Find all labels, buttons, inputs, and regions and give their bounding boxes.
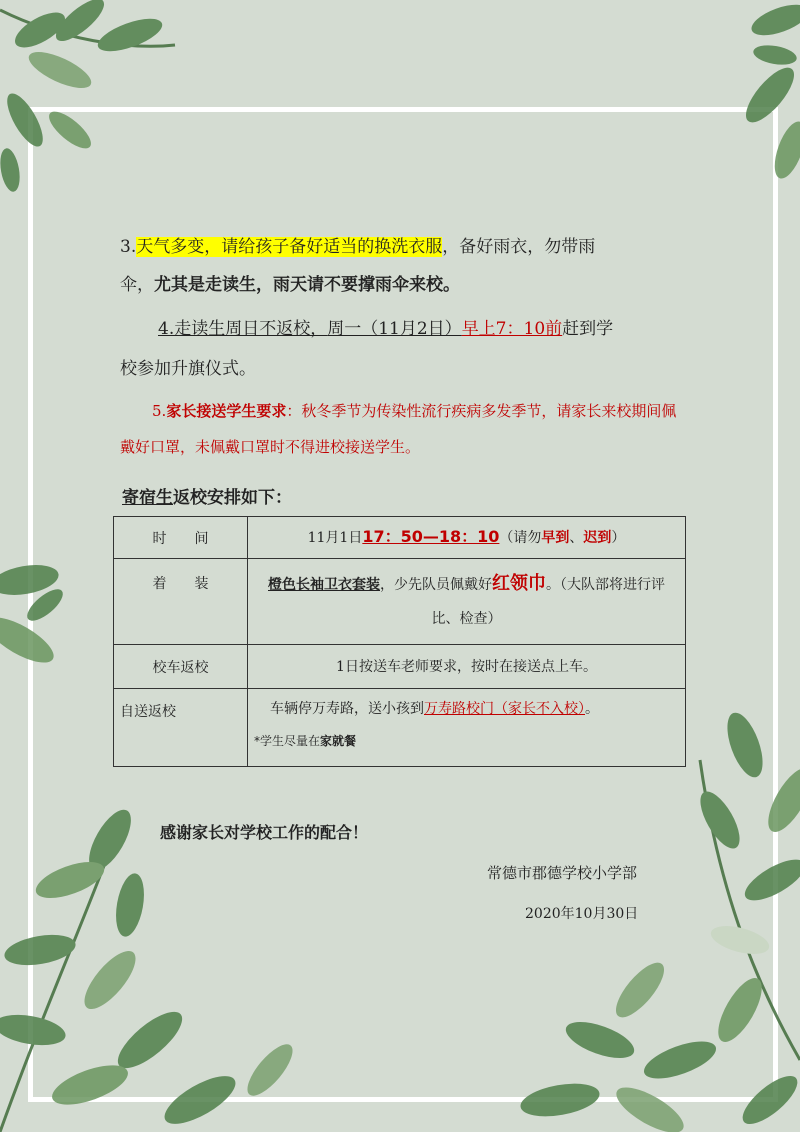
row-label: 自送返校 bbox=[114, 689, 248, 767]
notice-item-3 bbox=[120, 228, 690, 304]
item-number: 5. bbox=[152, 402, 167, 420]
scarf-text: 红领巾 bbox=[492, 573, 546, 594]
row-value bbox=[248, 689, 686, 767]
row-value bbox=[248, 559, 686, 645]
row-label: 时 间 bbox=[114, 517, 248, 559]
item-text: ，备好雨衣，勿带雨 bbox=[442, 237, 596, 257]
schedule-table bbox=[113, 516, 686, 767]
notice-item-4 bbox=[158, 310, 698, 348]
uniform-text: 橙色长袖卫衣套装 bbox=[268, 577, 380, 593]
row-value: 1日按送车老师要求，按时在接送点上车。 bbox=[248, 645, 686, 689]
notice-item-4-line2 bbox=[120, 350, 690, 388]
date-text: 周一（11月2日） bbox=[327, 319, 462, 339]
note-bold-text: 家就餐 bbox=[320, 734, 357, 748]
item-number: 3. bbox=[120, 237, 137, 257]
cell-text: 车辆停万寿路，送小孩到 bbox=[270, 701, 424, 717]
cell-text: （请勿 bbox=[499, 530, 542, 546]
cell-text: 。（大队部将进行评比、检查） bbox=[431, 577, 665, 627]
date: 2020年10月30日 bbox=[525, 906, 639, 922]
underlined-text: 4.走读生周日不返校， bbox=[158, 319, 328, 339]
thanks-text: 感谢家长对学校工作的配合！ bbox=[160, 823, 369, 842]
section-heading bbox=[122, 483, 292, 508]
note-text: *学生尽量在 bbox=[254, 734, 321, 748]
bold-label: 家长接送学生要求 bbox=[166, 402, 287, 420]
item-text: 赶到学 bbox=[562, 319, 614, 339]
row-label: 校车返校 bbox=[114, 645, 248, 689]
red-time-text: 早上7：10前 bbox=[461, 319, 563, 339]
table-row bbox=[114, 689, 686, 767]
item-text: ：秋冬季节为传染性流行疾病多发季节，请家长来校期间佩戴好口罩，未佩戴口罩时不得进校接送学生。 bbox=[120, 402, 677, 456]
red-text: 万寿路校门（家长不入校） bbox=[424, 701, 585, 717]
row-label: 着 装 bbox=[114, 559, 248, 645]
cell-text: ） bbox=[611, 530, 626, 546]
date-text: 11月1日 bbox=[307, 530, 363, 546]
item-text: 伞， bbox=[120, 275, 154, 295]
late-text: 迟到 bbox=[583, 530, 612, 546]
notice-item-5 bbox=[120, 393, 690, 465]
cell-text: ，少先队员佩戴好 bbox=[380, 577, 492, 593]
heading-text: 返校安排如下： bbox=[173, 488, 292, 508]
row-value bbox=[248, 517, 686, 559]
cell-text: 、 bbox=[569, 530, 584, 546]
item-text: 校参加升旗仪式。 bbox=[120, 359, 256, 379]
table-row bbox=[114, 517, 686, 559]
highlighted-text: 天气多变，请给孩子备好适当的换洗衣服 bbox=[136, 237, 443, 257]
table-row bbox=[114, 559, 686, 645]
cell-text: 。 bbox=[585, 701, 599, 717]
early-text: 早到 bbox=[541, 530, 570, 546]
signature: 常德市郡德学校小学部 bbox=[487, 864, 638, 882]
bold-text: 尤其是走读生，雨天请不要撑雨伞来校。 bbox=[154, 275, 460, 295]
table-row bbox=[114, 645, 686, 689]
time-text: 17：50—18：10 bbox=[362, 527, 500, 546]
heading-underlined: 寄宿生 bbox=[122, 488, 173, 508]
